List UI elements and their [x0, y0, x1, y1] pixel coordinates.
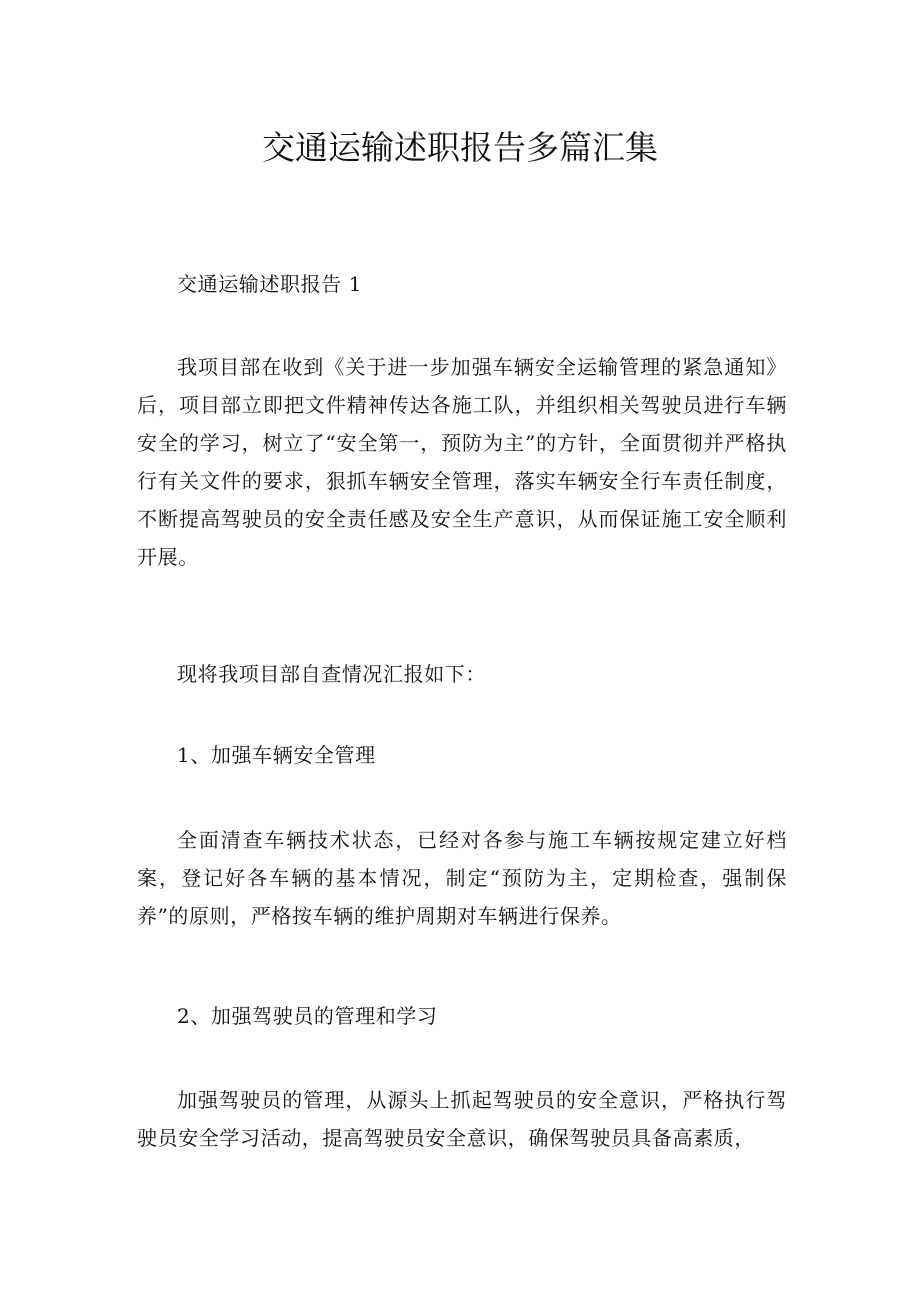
paragraph-vehicle-inspection: 全面清查车辆技术状态，已经对各参与施工车辆按规定建立好档案，登记好各车辆的基本情况，制定“预防为主，定期检查，强制保养”的原则，严格按车辆的维护周期对车辆进行保养。: [137, 828, 787, 928]
paragraph-report-intro: 现将我项目部自查情况汇报如下：: [177, 662, 486, 686]
paragraph-driver-training: 加强驾驶员的管理，从源头上抓起驾驶员的安全意识，严格执行驾驶员安全学习活动，提高驾驶员安全意识，确保驾驶员具备高素质，: [137, 1088, 787, 1150]
section-heading: 交通运输述职报告 1: [177, 272, 363, 296]
subheading-vehicle-safety: 1、加强车辆安全管理: [177, 743, 376, 767]
document-title: 交通运输述职报告多篇汇集: [262, 128, 658, 167]
paragraph-notice-response: 我项目部在收到《关于进一步加强车辆安全运输管理的紧急通知》后，项目部立即把文件精神传达各施工队，并组织相关驾驶员进行车辆安全的学习，树立了“安全第一，预防为主”的方针，全面贯彻并严格执行有关文件的要求，狠抓车辆安全管理，落实车辆安全行车责任制度，不断提高驾驶员的安全责任感及安全生产意识，从而保证施工安全顺利开展。: [137, 355, 787, 569]
subheading-driver-management: 2、加强驾驶员的管理和学习: [177, 1004, 438, 1028]
